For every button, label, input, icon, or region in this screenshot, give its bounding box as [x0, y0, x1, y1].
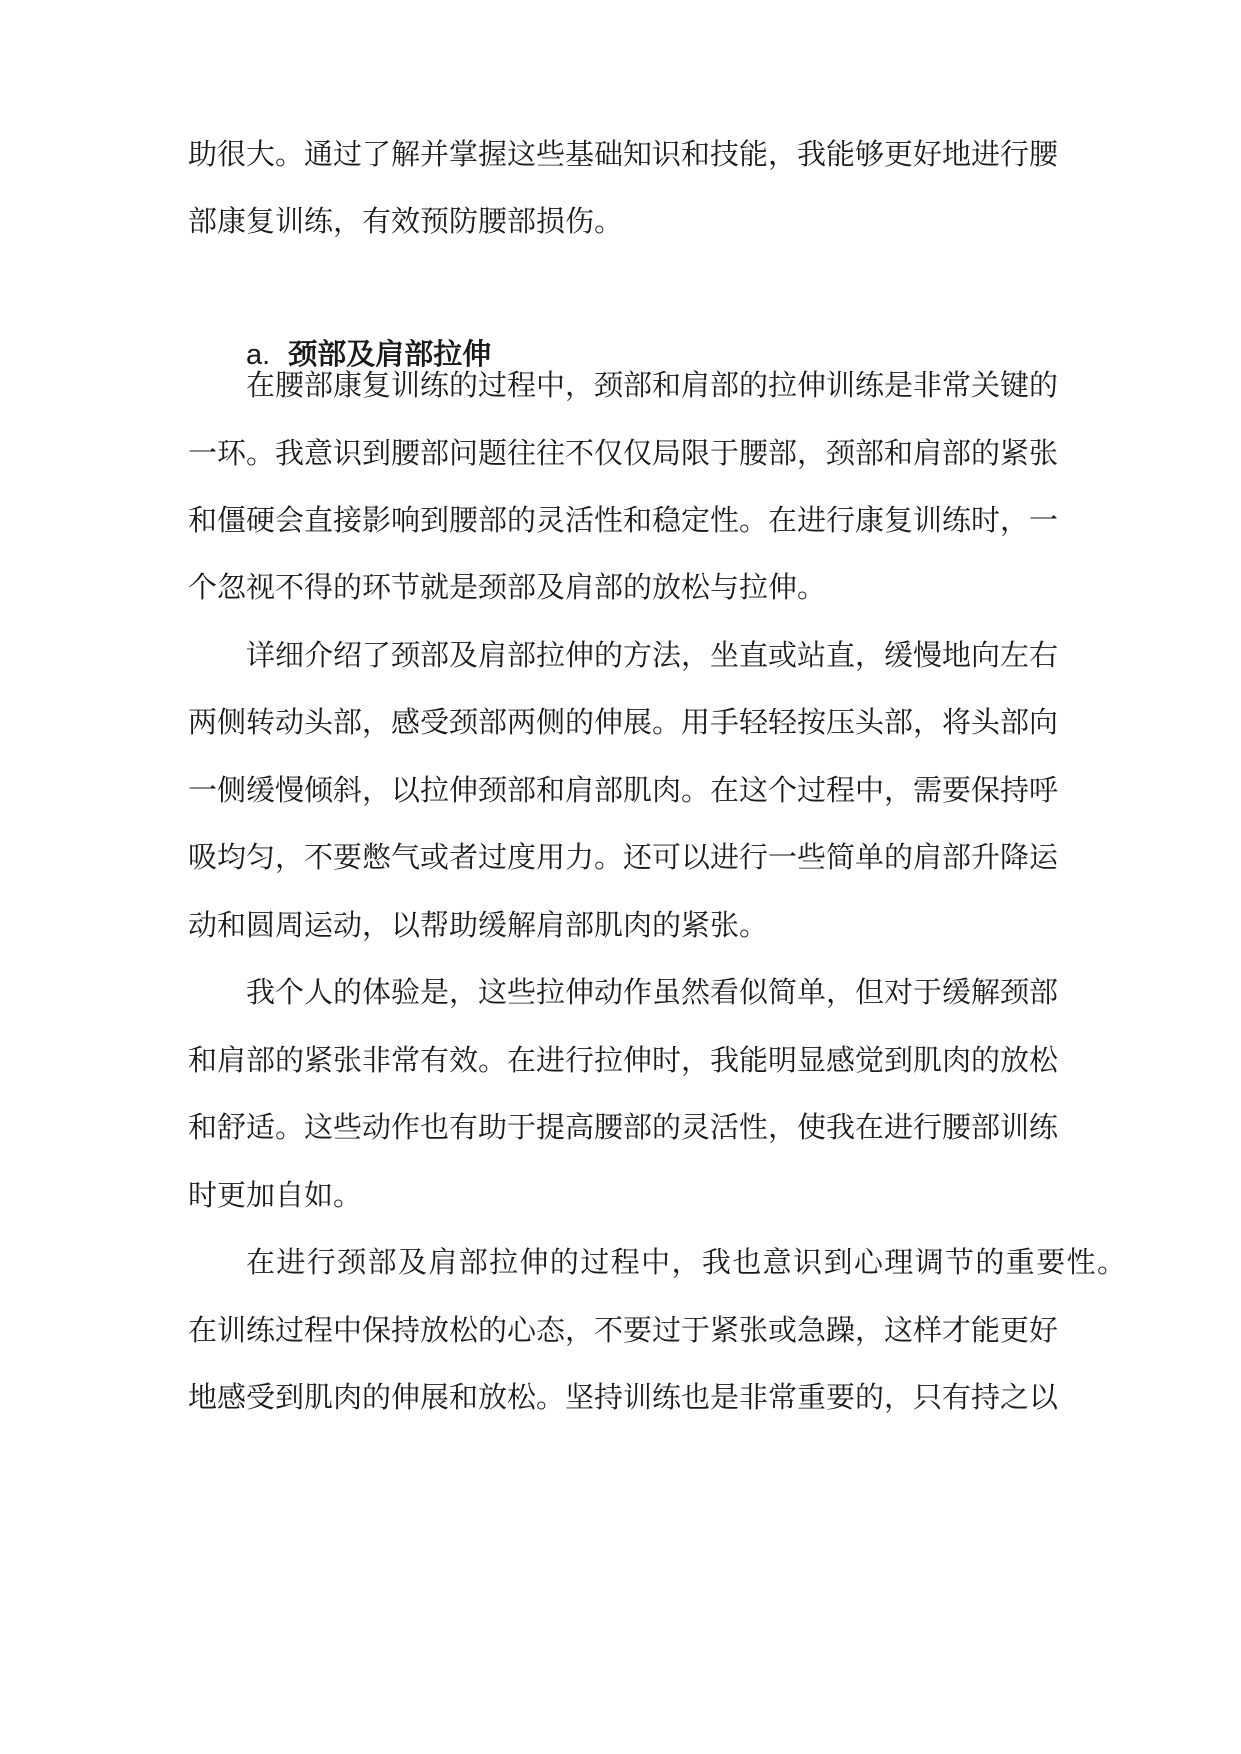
paragraph-1-line-2: 一环。我意识到腰部问题往往不仅仅局限于腰部，颈部和肩部的紧张: [188, 436, 1058, 470]
paragraph-4-line-3: 地感受到肌肉的伸展和放松。坚持训练也是非常重要的，只有持之以: [188, 1380, 1058, 1414]
paragraph-2-line-5: 动和圆周运动，以帮助缓解肩部肌肉的紧张。: [188, 908, 769, 942]
paragraph-2-line-2: 两侧转动头部，感受颈部两侧的伸展。用手轻轻按压头部，将头部向: [188, 705, 1058, 739]
intro-line-1: 助很大。通过了解并掌握这些基础知识和技能，我能够更好地进行腰: [188, 137, 1058, 171]
paragraph-2-line-3: 一侧缓慢倾斜，以拉伸颈部和肩部肌肉。在这个过程中，需要保持呼: [188, 773, 1058, 807]
paragraph-1-line-3: 和僵硬会直接影响到腰部的灵活性和稳定性。在进行康复训练时，一: [188, 503, 1058, 537]
paragraph-2-line-1: 详细介绍了颈部及肩部拉伸的方法，坐直或站直，缓慢地向左右: [246, 638, 1058, 672]
paragraph-1-line-1: 在腰部康复训练的过程中，颈部和肩部的拉伸训练是非常关键的: [246, 368, 1058, 402]
paragraph-1-line-4: 个忽视不得的环节就是颈部及肩部的放松与拉伸。: [188, 570, 827, 604]
paragraph-3-line-2: 和肩部的紧张非常有效。在进行拉伸时，我能明显感觉到肌肉的放松: [188, 1043, 1058, 1077]
section-marker: a.: [246, 339, 271, 371]
section-title: 颈部及肩部拉伸: [288, 337, 492, 371]
intro-line-2: 部康复训练，有效预防腰部损伤。: [188, 204, 624, 238]
paragraph-3-line-3: 和舒适。这些动作也有助于提高腰部的灵活性，使我在进行腰部训练: [188, 1110, 1058, 1144]
paragraph-4-line-2: 在训练过程中保持放松的心态，不要过于紧张或急躁，这样才能更好: [188, 1313, 1058, 1347]
paragraph-3-line-1: 我个人的体验是，这些拉伸动作虽然看似简单，但对于缓解颈部: [246, 975, 1058, 1009]
paragraph-4-line-1: 在进行颈部及肩部拉伸的过程中，我也意识到心理调节的重要性。: [246, 1245, 1126, 1279]
paragraph-2-line-4: 吸均匀，不要憋气或者过度用力。还可以进行一些简单的肩部升降运: [188, 840, 1058, 874]
paragraph-3-line-4: 时更加自如。: [188, 1178, 363, 1212]
